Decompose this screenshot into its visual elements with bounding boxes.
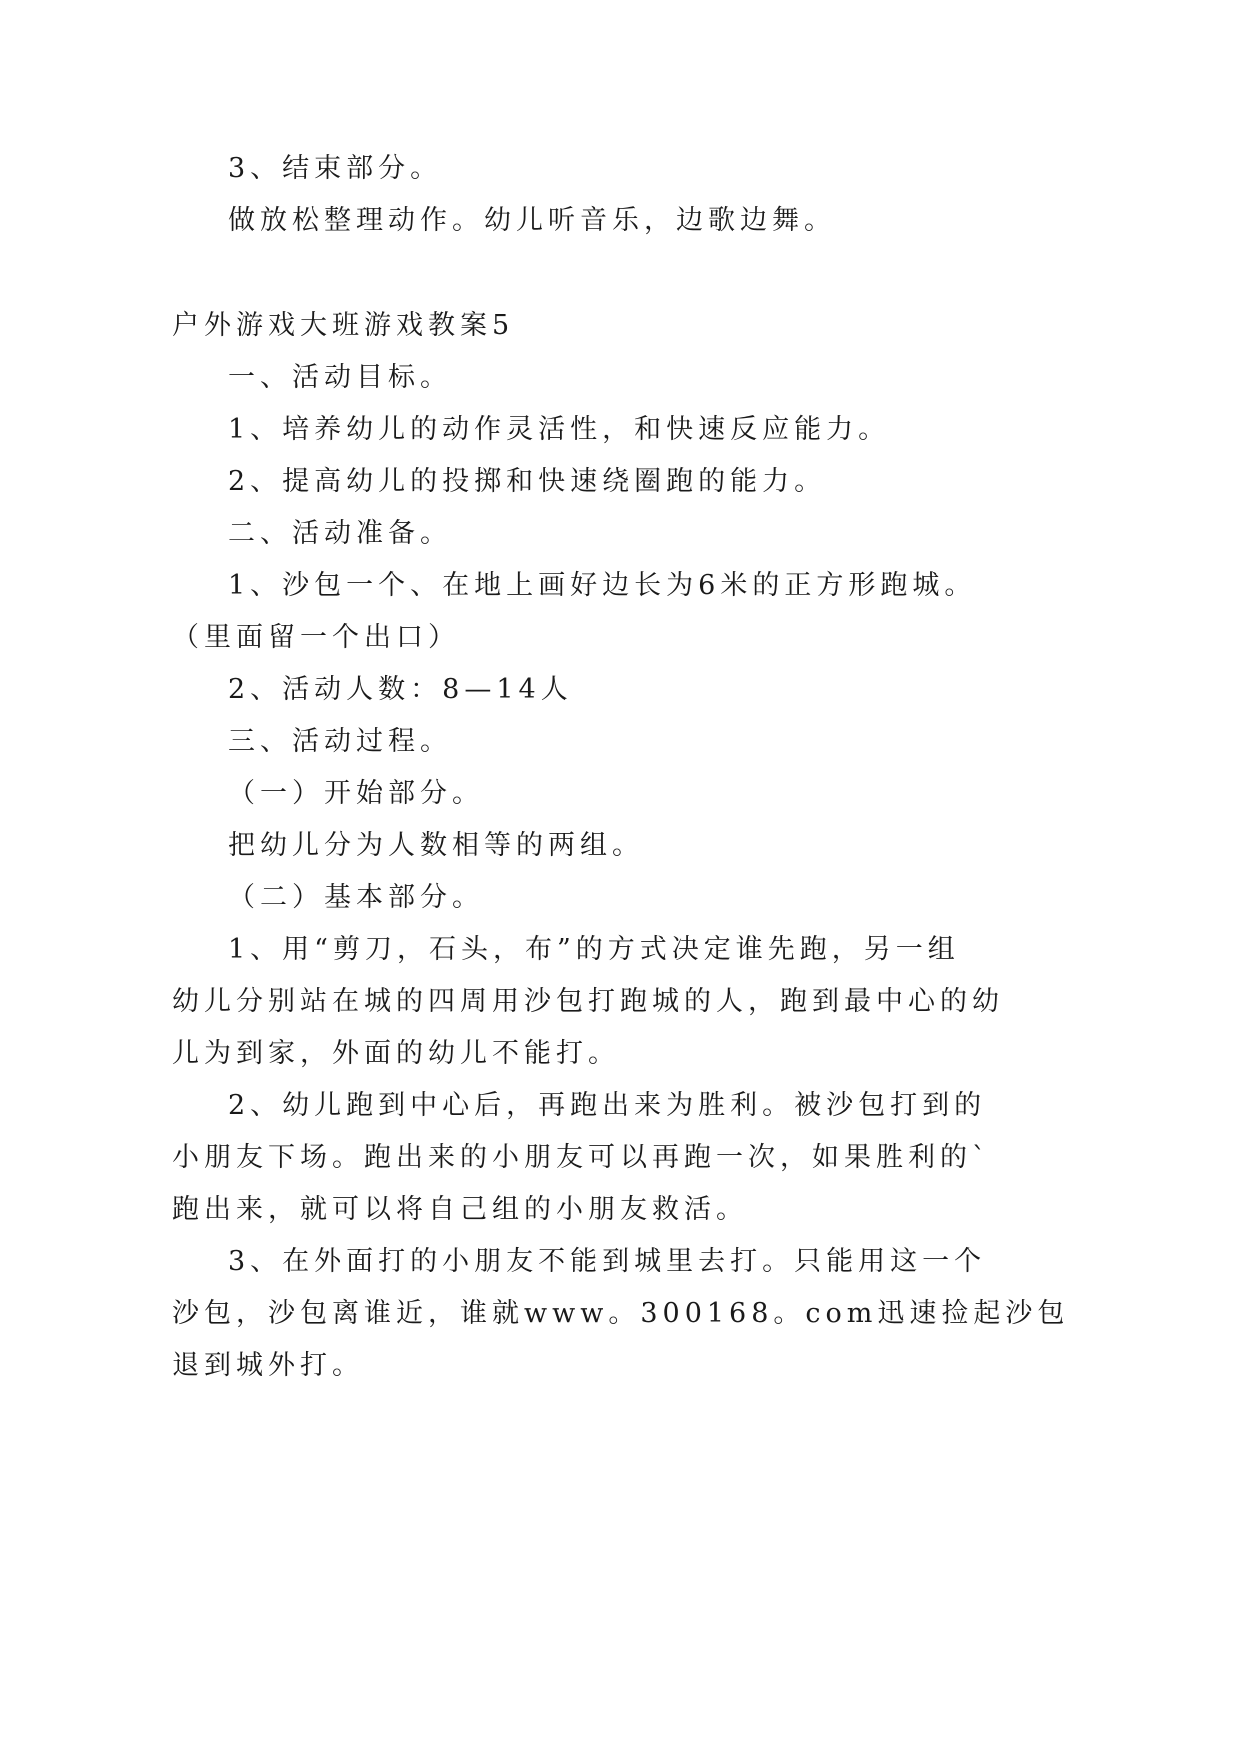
process-heading: 三、活动过程。	[228, 726, 452, 757]
basic-item-1-line-1: 1、用“剪刀，石头，布”的方式决定谁先跑，另一组	[228, 934, 960, 965]
start-text: 把幼儿分为人数相等的两组。	[228, 830, 644, 861]
basic-item-3-line-2: 沙包，沙包离谁近，谁就www。300168。com迅速捡起沙包	[172, 1298, 1070, 1329]
goal-item-1: 1、培养幼儿的动作灵活性，和快速反应能力。	[228, 414, 891, 445]
section-end-heading: 3、结束部分。	[228, 153, 443, 184]
goal-heading: 一、活动目标。	[228, 362, 452, 393]
section-end-text: 做放松整理动作。幼儿听音乐，边歌边舞。	[228, 205, 836, 236]
basic-heading: （二）基本部分。	[228, 882, 484, 913]
basic-item-2-line-1: 2、幼儿跑到中心后，再跑出来为胜利。被沙包打到的	[228, 1090, 987, 1121]
basic-item-1-line-2: 幼儿分别站在城的四周用沙包打跑城的人，跑到最中心的幼	[172, 986, 1004, 1017]
basic-item-3-line-3: 退到城外打。	[172, 1350, 364, 1381]
basic-item-3-line-1: 3、在外面打的小朋友不能到城里去打。只能用这一个	[228, 1246, 987, 1277]
prep-item-2: 2、活动人数：8—14人	[228, 674, 573, 705]
lesson-title: 户外游戏大班游戏教案5	[172, 310, 515, 341]
prep-item-1-line-1: 1、沙包一个、在地上画好边长为6米的正方形跑城。	[228, 570, 977, 601]
basic-item-2-line-2: 小朋友下场。跑出来的小朋友可以再跑一次，如果胜利的`	[172, 1142, 991, 1173]
basic-item-1-line-3: 儿为到家，外面的幼儿不能打。	[172, 1038, 620, 1069]
prep-heading: 二、活动准备。	[228, 518, 452, 549]
goal-item-2: 2、提高幼儿的投掷和快速绕圈跑的能力。	[228, 466, 827, 497]
start-heading: （一）开始部分。	[228, 778, 484, 809]
basic-item-2-line-3: 跑出来，就可以将自己组的小朋友救活。	[172, 1194, 748, 1225]
prep-item-1-line-2: （里面留一个出口）	[172, 622, 460, 653]
